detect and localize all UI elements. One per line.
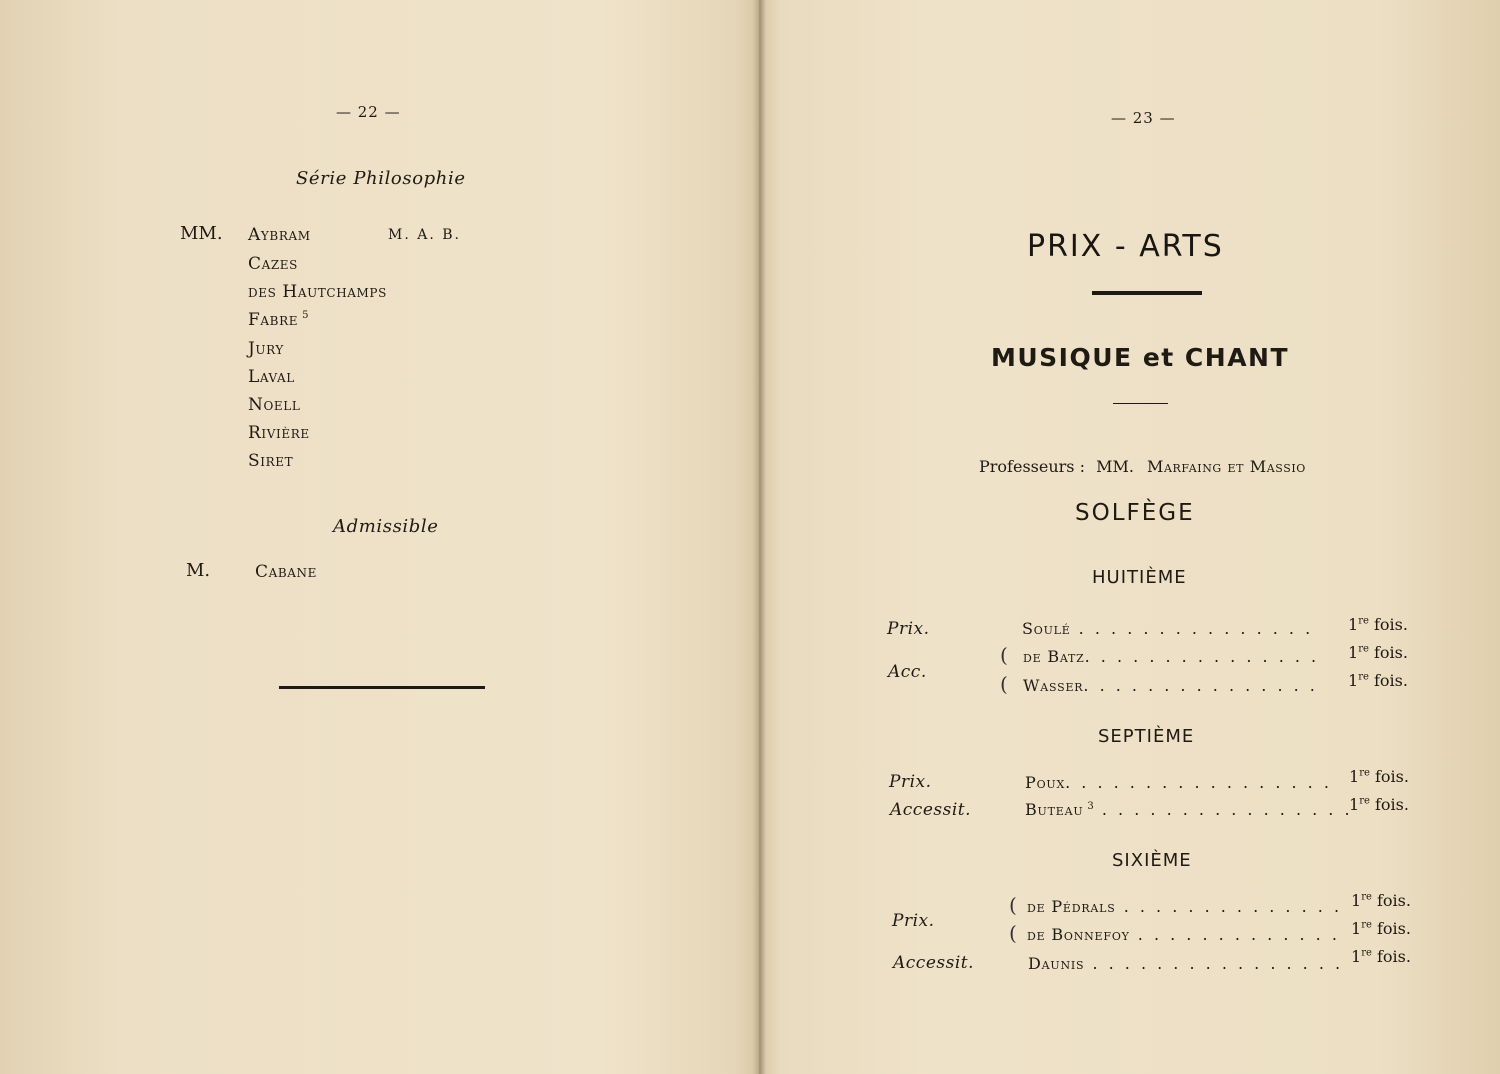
list-item: Aybram [248,225,311,245]
entry-name: Poux [1025,773,1066,792]
end-rule [279,686,485,689]
entry-name: Buteau [1025,800,1084,819]
section-heading: SEPTIÈME [1098,726,1195,747]
name-note: M. A. B. [388,227,461,243]
professors-line [979,457,1306,476]
page-title: PRIX - ARTS [1027,229,1224,264]
award-label: Accessit. [890,800,971,820]
brace: ( [1009,921,1017,945]
entry-times: 1re fois. [1348,643,1408,662]
entry-times: 1re fois. [1351,947,1411,966]
leader-dots: . . . . . . . . . . . . . . . . [1093,800,1353,819]
leader-dots: . . . . . . . . . . . . . . . [1084,647,1320,666]
award-label: Acc. [888,662,927,682]
title-rule [1092,291,1202,295]
leader-dots: . . . . . . . . . . . . . . . . . [1065,773,1332,792]
table-row [1022,619,1313,638]
entry-times: 1re fois. [1351,919,1411,938]
entry-name: Wasser [1023,676,1084,695]
table-row [1025,800,1353,819]
page-number: — 23 — [1111,109,1176,127]
professors-label: Professeurs : [979,457,1085,476]
entry-name: Soulé [1022,619,1071,638]
superscript: 3 [1087,800,1094,812]
entry-times: 1re fois. [1348,671,1408,690]
entry-name: de Bonnefoy [1027,925,1130,944]
table-row [1027,897,1342,916]
right-page [765,0,1500,1074]
leader-dots: . . . . . . . . . . . . . . . [1070,619,1314,638]
superscript: 5 [302,310,310,322]
section-heading: SIXIÈME [1112,850,1192,871]
leader-dots: . . . . . . . . . . . . . . . [1083,676,1318,695]
entry-times: 1re fois. [1349,767,1409,786]
entry-times: 1re fois. [1348,615,1408,634]
list-item: Siret [248,451,294,471]
award-label: Prix. [892,911,935,931]
entry-name: Daunis [1028,954,1085,973]
list-item: Cazes [248,254,298,274]
series-title: Série Philosophie [296,168,466,189]
professors-names: Marfaing et Massio [1147,457,1306,476]
table-row [1023,647,1319,666]
brace: ( [1000,672,1008,696]
honorific-plural: MM. [180,223,223,244]
leader-dots: . . . . . . . . . . . . . [1129,925,1340,944]
section-heading: HUITIÈME [1092,567,1187,588]
leader-dots: . . . . . . . . . . . . . . [1115,897,1343,916]
award-label: Prix. [887,619,930,639]
table-row [1027,925,1340,944]
admissible-name: Cabane [255,562,318,582]
list-item: Laval [248,367,295,387]
page-number: — 22 — [336,103,401,121]
list-item-label: Fabre [248,310,299,330]
entry-times: 1re fois. [1349,795,1409,814]
table-row [1028,954,1343,973]
brace: ( [1009,893,1017,917]
table-row [1025,773,1332,792]
admissible-heading: Admissible [333,516,439,537]
award-label: Prix. [889,772,932,792]
professors-honorific: MM. [1096,457,1134,476]
list-item [248,310,309,330]
award-label: Accessit. [893,953,974,973]
section-title: MUSIQUE et CHANT [991,343,1290,372]
list-item: Noell [248,395,301,415]
discipline-heading: SOLFÈGE [1075,500,1195,526]
list-item: Rivière [248,423,310,443]
leader-dots: . . . . . . . . . . . . . . . . [1084,954,1344,973]
brace: ( [1000,643,1008,667]
entry-times: 1re fois. [1351,891,1411,910]
list-item: des Hautchamps [248,282,387,302]
subtitle-rule [1113,403,1168,404]
entry-name: de Pédrals [1027,897,1116,916]
list-item: Jury [248,339,284,359]
table-row [1023,676,1318,695]
honorific-singular: M. [186,560,211,581]
entry-name: de Batz [1023,647,1085,666]
